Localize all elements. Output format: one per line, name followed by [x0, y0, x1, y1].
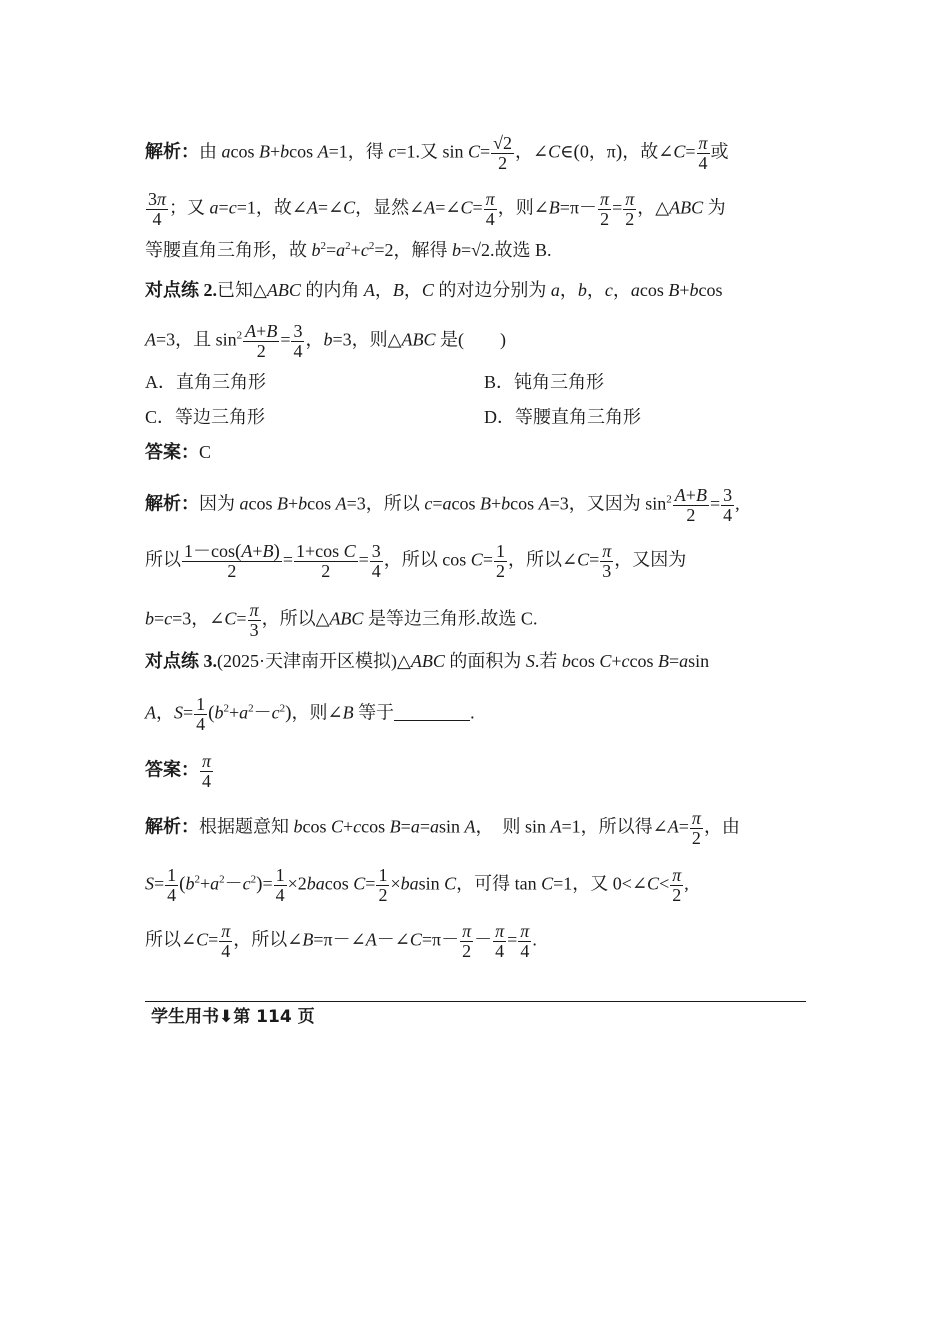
fraction: $\frac{3\pi}{4}$	[148, 189, 167, 229]
answer-blank	[394, 704, 470, 721]
fraction: $\frac{\pi}{4}$	[698, 133, 708, 173]
answer-label: 答案：	[145, 442, 199, 462]
fraction: $\frac{\pi}{4}$	[520, 921, 530, 961]
fraction: $\frac{1}{4}$	[167, 865, 177, 905]
exercise2-answer	[145, 440, 211, 464]
fraction: $\frac{A+B}{2}$	[245, 321, 278, 361]
analysis-label: 解析：	[145, 816, 199, 837]
fraction: $\frac{\pi}{2}$	[600, 189, 610, 229]
exercise3-line1: 对点练 3.(2025·天津南开区模拟)△ABC 的面积为 S.若 bcos C+ccos B=asin	[145, 651, 710, 671]
analysis2-line1: 解析：因为 acos B+bcos A=3，所以 c=acos B+bcos A=3，又因为 $\sin^2$ $\frac{A+B}{2}$ = $\frac{3}{4}$ ,	[145, 485, 740, 525]
exercise3-line2: A，S= $\frac{1}{4}$ $(b^2+a^2-c^2)$，则∠B 等于 .	[145, 694, 475, 734]
fraction: $\frac{\pi}{4}$	[202, 751, 212, 791]
analysis3-line2: S= $\frac{1}{4}$ $(b^2+a^2-c^2)=$ $\frac{1}{4}$ ×2bacos C= $\frac{1}{2}$ ×basin C，可得 tan C=1，又 0<∠C< $\frac{\pi}{2}$ ,	[145, 865, 689, 905]
fraction: $\frac{\pi}{2}$	[691, 808, 701, 848]
analysis3-line3: 所以∠C= $\frac{\pi}{4}$ ，所以∠B=π－∠A－∠C=π－ $\frac{\pi}{2}$ － $\frac{\pi}{4}$ = $\frac{\pi}{4}$ .	[145, 921, 537, 961]
fraction: $\frac{3}{4}$	[723, 485, 733, 525]
fraction: $\frac{\pi}{4}$	[495, 921, 505, 961]
page-footer: 学生用书⬇第 114 页	[151, 1007, 315, 1027]
option-c: C．等边三角形	[145, 407, 266, 427]
exercise3-title: 对点练 3.	[145, 651, 217, 671]
fraction: $\frac{1}{4}$	[196, 694, 206, 734]
fraction: $\frac{3}{4}$	[293, 321, 303, 361]
exercise3-answer	[145, 752, 214, 791]
fraction: $\frac{√2}{2}$	[493, 133, 513, 173]
answer-value: C	[199, 442, 212, 462]
fraction: $\frac{\pi}{2}$	[625, 189, 635, 229]
analysis2-line2: 所以 $\frac{1-\cos(A+B)}{2}$ = $\frac{\text{1+cos C}}{2}$ = $\frac{3}{4}$ ，所以 cos C= $\frac{1}{2}$ ，所以∠C= $\frac{\pi}{3}$ ，又因为	[145, 541, 687, 581]
divider	[145, 1001, 806, 1002]
fraction: $\frac{1}{2}$	[378, 865, 388, 905]
exercise2-line2: A=3，且 $\sin^2$ $\frac{A+B}{2}$ = $\frac{3}{4}$ ，b=3，则△ABC 是( )	[145, 321, 506, 361]
analysis1-line1: 解析：由 acos B+bcos A=1，得 c=1.又 sin C= $\frac{√2}{2}$ ，∠C∈(0，π)，故∠C= $\frac{\pi}{4}$ 或	[145, 133, 729, 173]
fraction: $\frac{3}{4}$	[371, 541, 381, 581]
analysis1-line3: 等腰直角三角形，故 $b^2=a^2+c^2=2$，解得 b=√2.故选 B.	[145, 240, 552, 260]
fraction: $\frac{\text{1+cos C}}{2}$	[295, 541, 356, 581]
option-b: B．钝角三角形	[484, 372, 605, 392]
fraction: $\frac{\pi}{2}$	[672, 865, 682, 905]
fraction: $\frac{\pi}{3}$	[602, 541, 612, 581]
analysis-label: 解析：	[145, 493, 199, 514]
analysis3-line1: 解析：根据题意知 bcos C+ccos B=a=asin A， 则 sin A=1，所以得∠A= $\frac{\pi}{2}$ ，由	[145, 808, 740, 848]
exercise2-title: 对点练 2.	[145, 280, 217, 300]
answer-label: 答案：	[145, 759, 199, 780]
exercise3-source: (2025·天津南开区模拟)	[217, 651, 397, 671]
fraction: $\frac{\pi}{4}$	[221, 921, 231, 961]
fraction: $\frac{1}{2}$	[495, 541, 505, 581]
exercise2-line1: 对点练 2.已知△ABC 的内角 A，B，C 的对边分别为 a，b，c，acos B+bcos	[145, 280, 723, 300]
fraction: $\frac{1-\cos(A+B)}{2}$	[184, 541, 280, 581]
analysis-label: 解析：	[145, 141, 199, 162]
fraction: $\frac{\pi}{4}$	[485, 189, 495, 229]
option-d: D．等腰直角三角形	[484, 407, 641, 427]
analysis2-line3: b=c=3，∠C= $\frac{\pi}{3}$ ，所以△ABC 是等边三角形.故选 C.	[145, 600, 538, 640]
option-a: A．直角三角形	[145, 372, 266, 392]
fraction: $\frac{\pi}{3}$	[249, 600, 259, 640]
fraction: $\frac{A+B}{2}$	[674, 485, 707, 525]
analysis1-line2: $\frac{3\pi}{4}$ ；又 a=c=1，故∠A=∠C，显然∠A=∠C= $\frac{\pi}{4}$ ，则∠B=π－ $\frac{\pi}{2}$ = $\frac{\pi}{2}$ ，△ABC 为	[148, 189, 726, 229]
fraction: $\frac{1}{4}$	[275, 865, 285, 905]
fraction: $\frac{\pi}{2}$	[462, 921, 472, 961]
